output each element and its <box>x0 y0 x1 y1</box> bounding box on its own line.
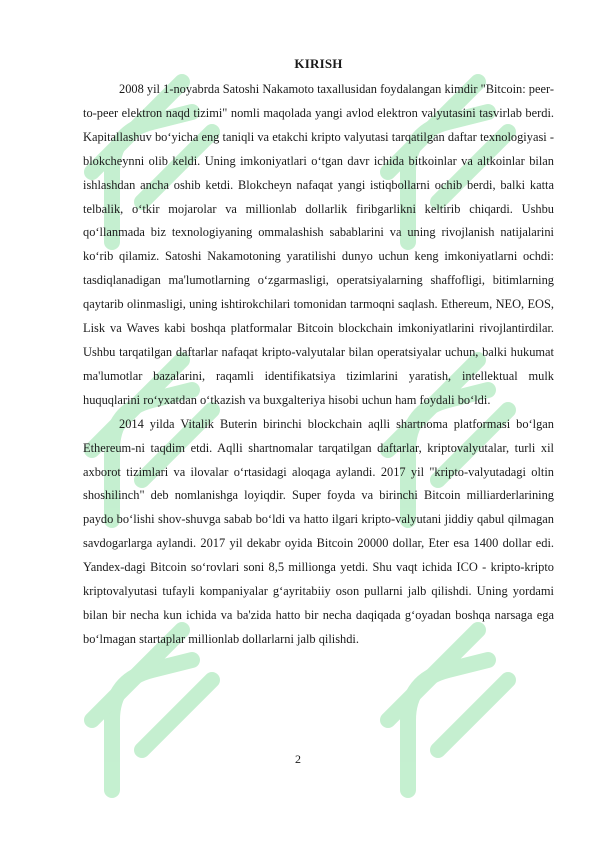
section-title: KIRISH <box>294 56 343 71</box>
document-body <box>83 56 554 652</box>
paragraph-1: 2008 yil 1-noyabrda Satoshi Nakamoto taxallusidan foydalangan kimdir "Bitcoin: peer-to-peer elektron naqd tizimi" nomli maqolada yangi avlod elektron valyutasini tasvirlab berdi. Kapitallashuv bo‘yicha eng taniqli va etakchi kripto valyutasi tarqatilgan daftar texnologiyasi - blokcheynni olib keldi. Uning imkoniyatlari o‘tgan davr ichida bitkoinlar va altkoinlar bilan ishlashdan ancha oshib ketdi. Blokcheyn nafaqat yangi istiqbollarni ochib berdi, balki katta telbalik, o‘tkir mojarolar va millionlab dollarlik firibgarlikni keltirib chiqardi. Ushbu qo‘llanmada biz texnologiyaning ommalashish sabablarini va uning rivojlanish natijalarini ko‘rib qilamiz. Satoshi Nakamotoning yaratilishi dunyo uchun keng imkoniyatlarni ochdi: tasdiqlanadigan ma'lumotlarning o‘zgarmasligi, operatsiyalarning shaffofligi, bitimlarning qaytarib olinmasligi, uning ishtirokchilari tomonidan tarmoqni saqlash. Ethereum, NEO, EOS, Lisk va Waves kabi boshqa platformalar Bitcoin blockchain imkoniyatlarini rivojlantirdilar. Ushbu tarqatilgan daftarlar nafaqat kripto-valyutalar bilan operatsiyalar uchun, balki hukumat ma'lumotlar bazalarini, raqamli identifikatsiya tizimlarini yaratish, intellektual mulk huquqlarini ro‘yxatdan o‘tkazish va buxgalteriya hisobi uchun ham foydali bo‘ldi. <box>83 82 554 407</box>
page-number: 2 <box>295 752 301 766</box>
paragraph-2: 2014 yilda Vitalik Buterin birinchi blockchain aqlli shartnoma platformasi bo‘lgan Ethereum-ni taqdim etdi. Aqlli shartnomalar tarqatilgan daftarlar, kriptovalyutalar, turli xil axborot tizimlari va ilovalar o‘rtasidagi aloqaga aylandi. 2017 yil "kripto-valyutadagi oltin shoshilinch" deb nomlanishga loyiqdir. Super foyda va birinchi Bitcoin milliarderlarining paydo bo‘lishi shov-shuvga sabab bo‘ldi va hatto ilgari kripto-valyutani jiddiy qabul qilmagan savdogarlarga aylandi. 2017 yil dekabr oyida Bitcoin 20000 dollar, Eter esa 1400 dollar edi. Yandex-dagi Bitcoin so‘rovlari soni 8,5 millionga yetdi. Shu vaqt ichida ICO - kripto-kripto kriptovalyutasi tufayli kompaniyalar g‘ayritabiiy oson pullarni jalb qilishdi. Uning yordami bilan bir necha kun ichida va ba'zida hatto bir necha daqiqada g‘oyadan boshqa narsaga ega bo‘lmagan startaplar millionlab dollarlarni jalb qilishdi. <box>83 416 554 646</box>
